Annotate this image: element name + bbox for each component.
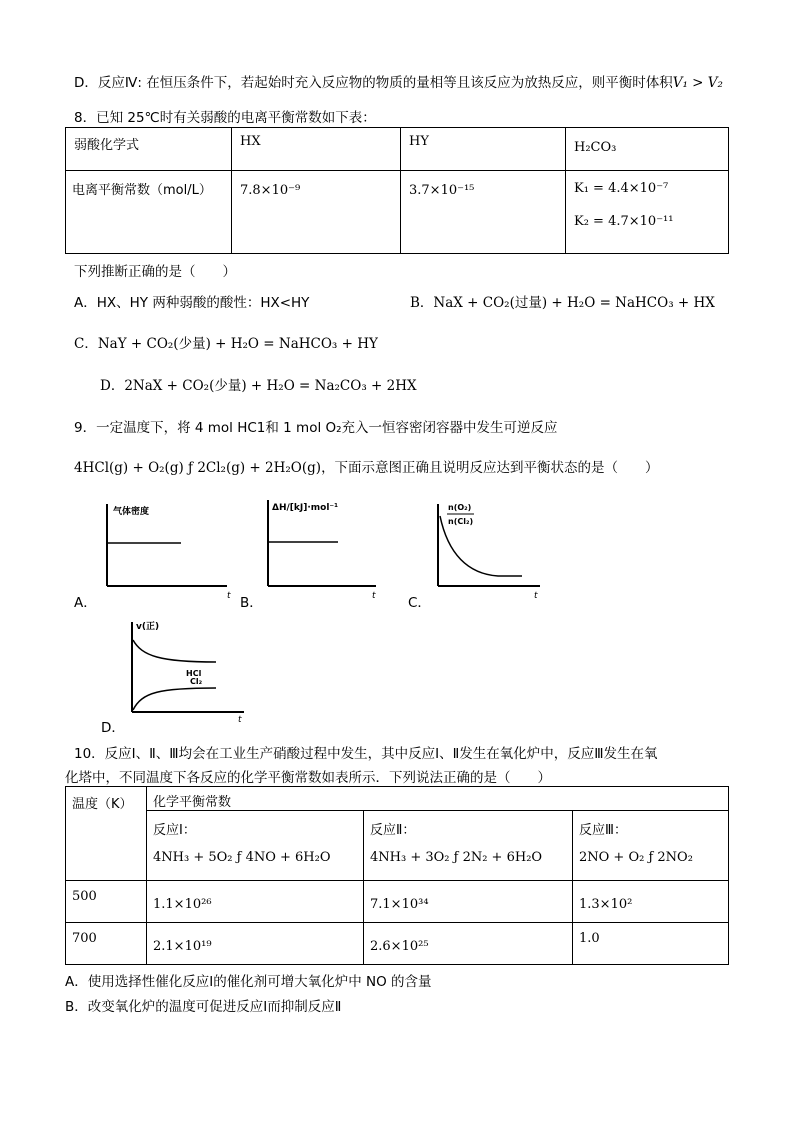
q9-graph-a <box>95 498 235 602</box>
q10-table <box>65 786 729 965</box>
q10-r3-eq: 2NO + O₂ ƒ 2NO₂ <box>579 850 693 865</box>
q7-option-d-formula: V₁ > V₂ <box>672 75 723 91</box>
q10-k-700-2: 2.6×10²⁵ <box>370 939 429 954</box>
q8-th-h2co3: H₂CO₃ <box>574 140 617 155</box>
q8-val-k1: K₁ = 4.4×10⁻⁷ <box>574 181 669 196</box>
graph-d-label-hcl: HCl <box>186 669 202 678</box>
graph-d-ylabel: v(正) <box>136 622 160 632</box>
q9-graph-b <box>258 494 388 598</box>
q8-table <box>65 127 729 254</box>
q8-row-label: 电离平衡常数（mol/L） <box>72 183 212 198</box>
graph-d-curve-hcl <box>133 640 216 662</box>
q8-val-hx: 7.8×10⁻⁹ <box>240 183 301 198</box>
graph-c-ylabel-den: n(Cl₂) <box>448 517 474 526</box>
q9-graph-c <box>428 494 553 598</box>
q10-k-500-3: 1.3×10² <box>579 897 633 912</box>
q10-r2-eq: 4NH₃ + 3O₂ ƒ 2N₂ + 6H₂O <box>370 850 543 865</box>
q8-th-hx: HX <box>240 134 261 149</box>
q10-th-k: 化学平衡常数 <box>153 795 232 810</box>
q9-equation: 4HCl(g) + O₂(g) ƒ 2Cl₂(g) + 2H₂O(g) <box>74 460 322 476</box>
graph-a-ylabel: 气体密度 <box>113 507 150 517</box>
q9-graph-c-label: C． <box>408 595 431 611</box>
q10-k-500-1: 1.1×10²⁶ <box>153 897 212 912</box>
q9-graph-d <box>120 614 255 724</box>
q10-r3-name: 反应Ⅲ： <box>579 823 627 838</box>
q10-option-b: B．改变氧化炉的温度可促进反应Ⅰ而抑制反应Ⅱ <box>65 999 342 1015</box>
q10-th-temp: 温度（K） <box>72 797 133 812</box>
q8-option-b: B．NaX + CO₂(过量) + H₂O = NaHCO₃ + HX <box>410 295 715 311</box>
q10-t-700: 700 <box>72 931 97 946</box>
q10-stem-2: 化塔中，不同温度下各反应的化学平衡常数如表所示．下列说法正确的是（ ） <box>65 770 551 786</box>
graph-c-xlabel: t <box>534 591 538 598</box>
graph-d-xlabel: t <box>238 715 242 724</box>
graph-d-curve-cl2 <box>133 688 216 710</box>
q9-equation-line <box>74 456 659 476</box>
graph-a-xlabel: t <box>227 591 231 601</box>
q10-r1-name: 反应Ⅰ： <box>153 823 196 838</box>
graph-b-xlabel: t <box>372 591 376 598</box>
q9-graph-b-label: B． <box>240 595 263 611</box>
q8-question: 下列推断正确的是（ ） <box>74 264 236 280</box>
q9-stem: 9．一定温度下，将 4 mol HC1和 1 mol O₂充入一恒容密闭容器中发生可逆反应 <box>74 420 558 436</box>
q8-option-c: C．NaY + CO₂(少量) + H₂O = NaHCO₃ + HY <box>74 336 378 352</box>
q10-k-700-1: 2.1×10¹⁹ <box>153 939 212 954</box>
q9-question: ，下面示意图正确且说明反应达到平衡状态的是（ ） <box>321 460 659 476</box>
q10-stem-1: 10．反应Ⅰ、Ⅱ、Ⅲ均会在工业生产硝酸过程中发生，其中反应Ⅰ、Ⅱ发生在氧化炉中，反应Ⅲ发生在氧 <box>74 746 658 762</box>
q10-k-500-2: 7.1×10³⁴ <box>370 897 429 912</box>
q9-graph-d-label: D． <box>101 720 125 736</box>
q10-k-700-3: 1.0 <box>579 931 600 946</box>
q10-r1-eq: 4NH₃ + 5O₂ ƒ 4NO + 6H₂O <box>153 850 331 865</box>
q9-graph-a-label: A． <box>74 595 97 611</box>
q10-t-500: 500 <box>72 889 97 904</box>
q10-r2-name: 反应Ⅱ： <box>370 823 416 838</box>
q8-option-a: A．HX、HY 两种弱酸的酸性：HX<HY <box>74 295 310 311</box>
q8-val-k2: K₂ = 4.7×10⁻¹¹ <box>574 214 674 229</box>
q8-option-d: D．2NaX + CO₂(少量) + H₂O = Na₂CO₃ + 2HX <box>100 378 417 394</box>
graph-c-ylabel-num: n(O₂) <box>448 503 472 512</box>
q7-option-d-text: D．反应Ⅳ: 在恒压条件下，若起始时充入反应物的物质的量相等且该反应为放热反应，则平衡时体积 <box>74 75 673 91</box>
graph-d-label-cl2: Cl₂ <box>190 677 203 686</box>
q8-val-hy: 3.7×10⁻¹⁵ <box>409 183 475 198</box>
q10-option-a: A．使用选择性催化反应Ⅰ的催化剂可增大氧化炉中 NO 的含量 <box>65 974 432 990</box>
q7-option-d <box>74 71 723 91</box>
q8-th-hy: HY <box>409 134 429 149</box>
graph-b-ylabel: ΔH/[kJ]·mol⁻¹ <box>272 503 339 513</box>
q8-th-formula: 弱酸化学式 <box>74 138 140 153</box>
q8-stem: 8．已知 25℃时有关弱酸的电离平衡常数如下表： <box>74 110 376 126</box>
